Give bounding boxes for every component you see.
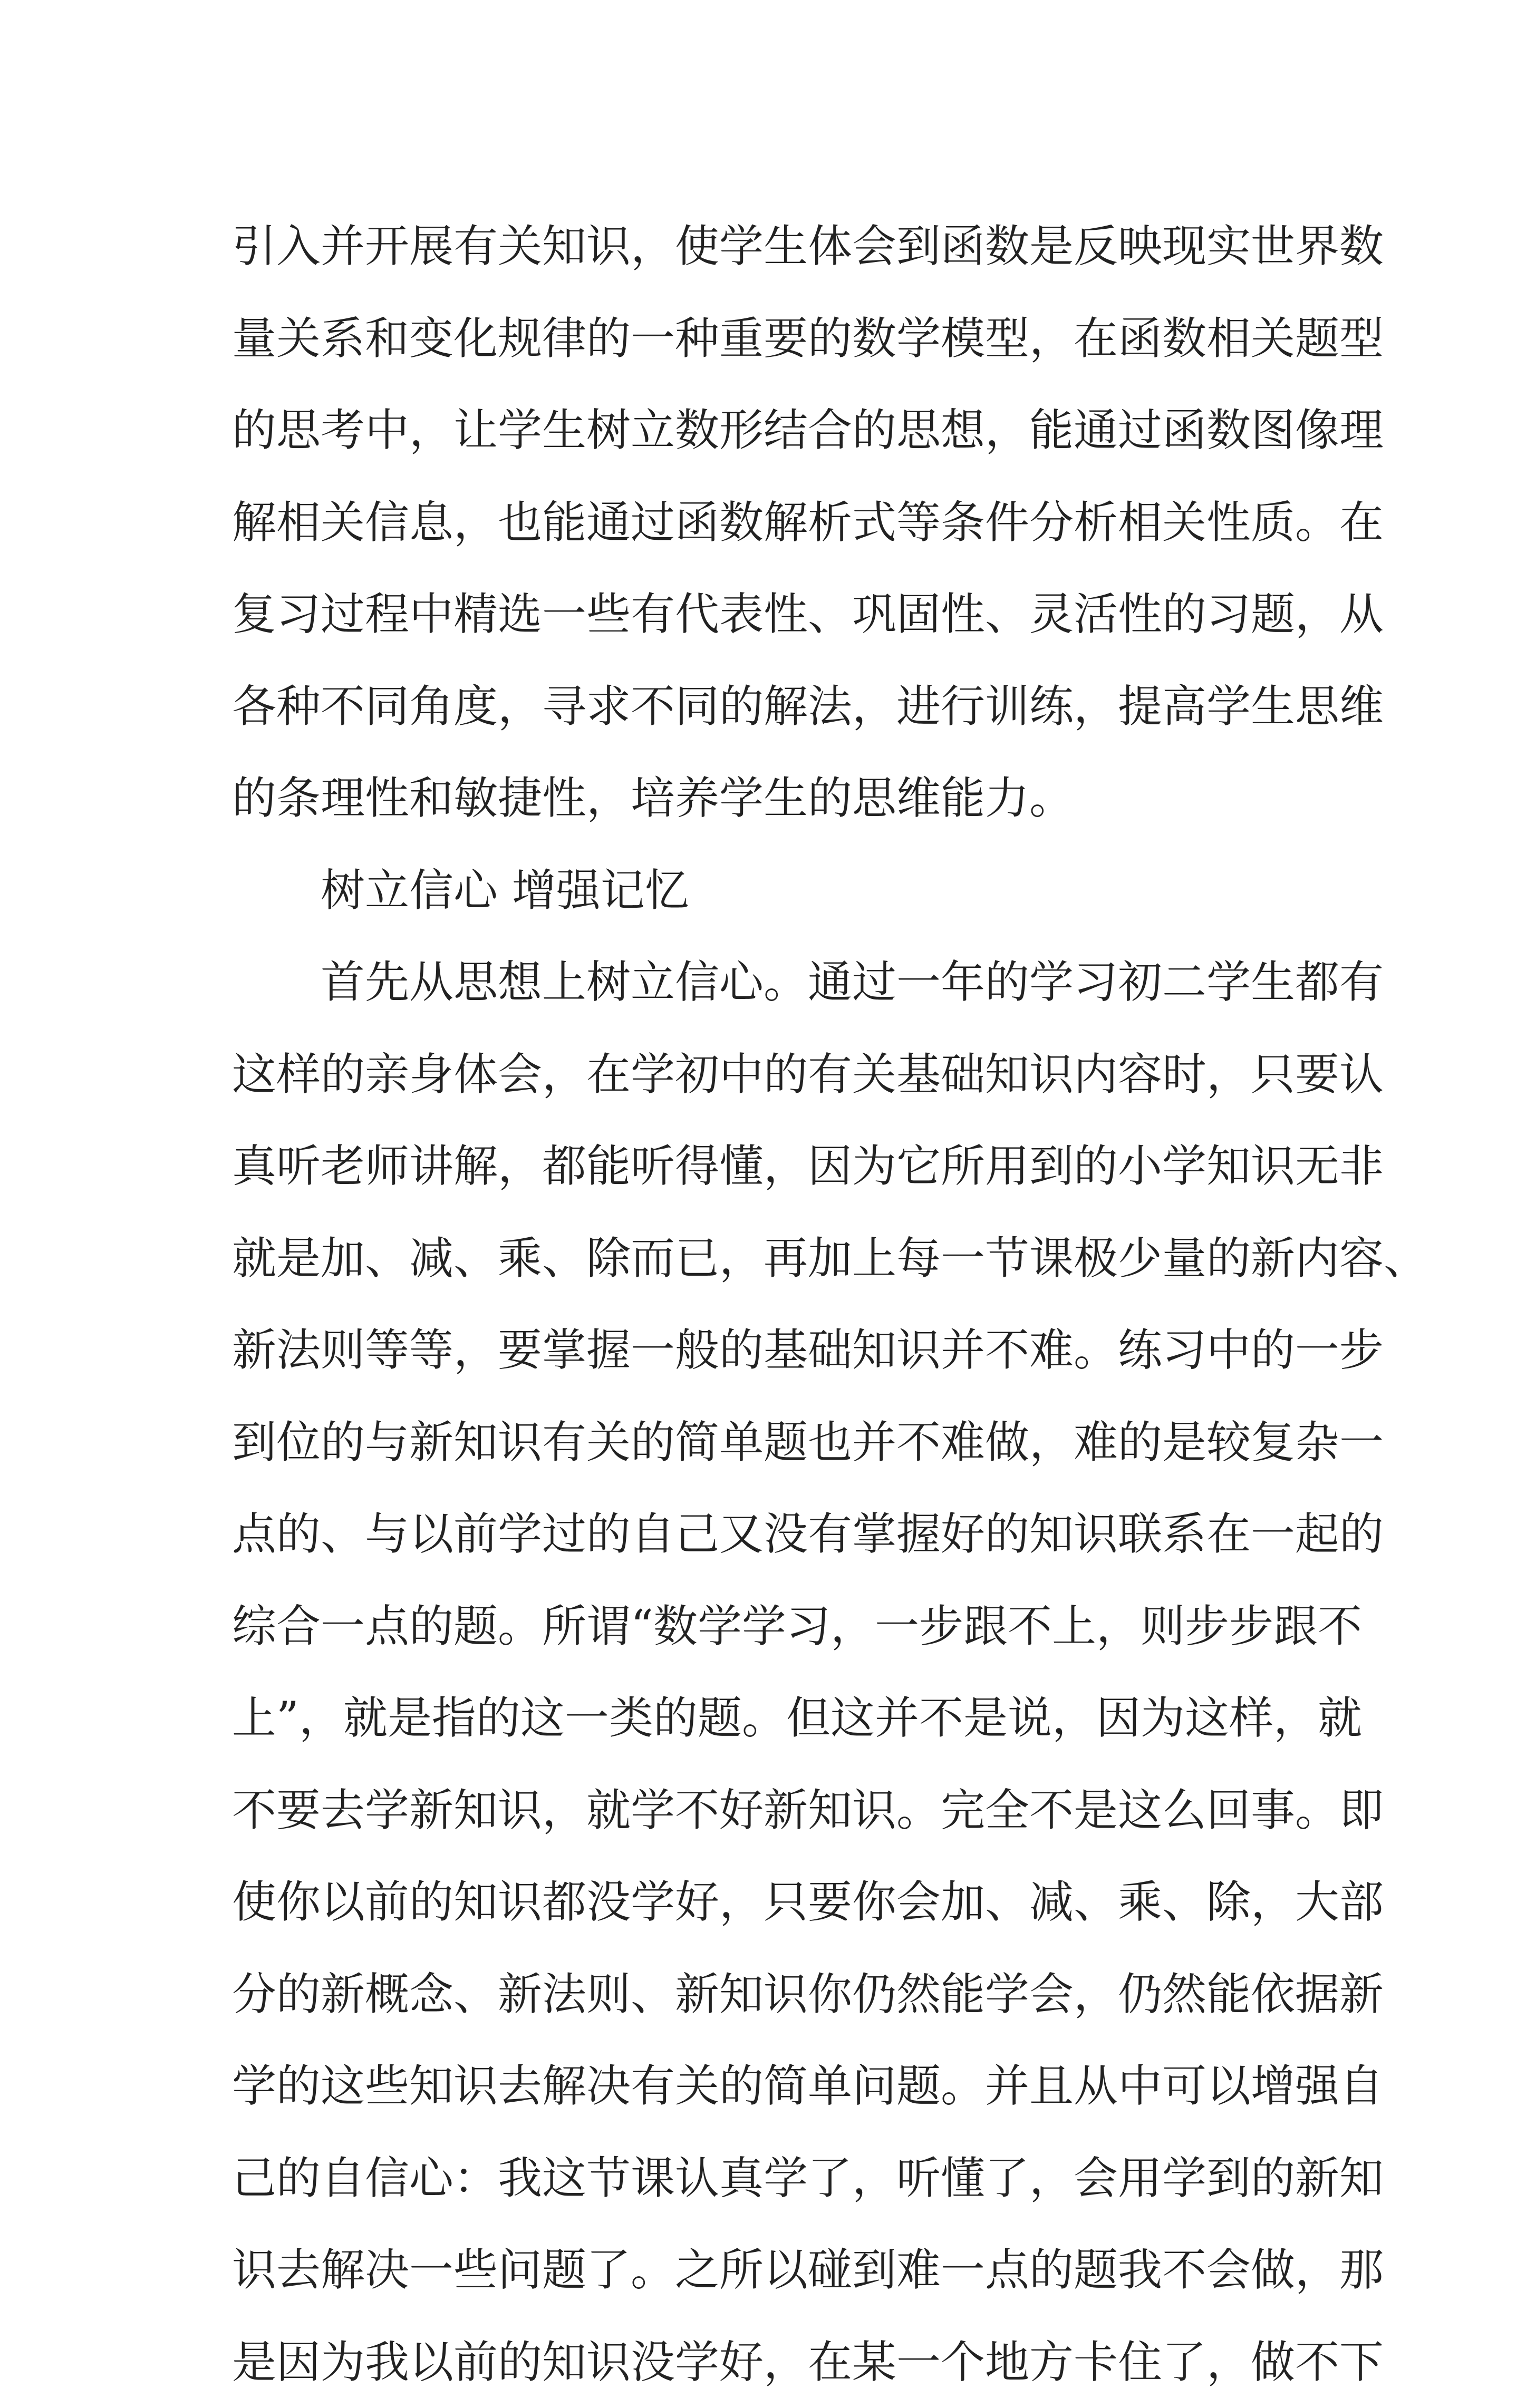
section-heading: 树立信心 增强记忆 bbox=[232, 844, 1302, 937]
paragraph-line: 上”，就是指的这一类的题。但这并不是说，因为这样，就 bbox=[232, 1672, 1302, 1764]
paragraph-line: 新法则等等，要掌握一般的基础知识并不难。练习中的一步 bbox=[232, 1304, 1302, 1396]
paragraph-line: 引入并开展有关知识，使学生体会到函数是反映现实世界数 bbox=[232, 200, 1302, 293]
body-text bbox=[232, 200, 1302, 2408]
paragraph-line: 的条理性和敏捷性，培养学生的思维能力。 bbox=[232, 752, 1302, 844]
paragraph-line: 量关系和变化规律的一种重要的数学模型，在函数相关题型 bbox=[232, 293, 1302, 385]
paragraph-line: 这样的亲身体会，在学初中的有关基础知识内容时，只要认 bbox=[232, 1028, 1302, 1121]
paragraph-line: 己的自信心：我这节课认真学了，听懂了，会用学到的新知 bbox=[232, 2132, 1302, 2225]
paragraph-line: 识去解决一些问题了。之所以碰到难一点的题我不会做，那 bbox=[232, 2224, 1302, 2316]
paragraph-line: 不要去学新知识，就学不好新知识。完全不是这么回事。即 bbox=[232, 1764, 1302, 1857]
paragraph-line: 点的、与以前学过的自己又没有掌握好的知识联系在一起的 bbox=[232, 1488, 1302, 1580]
paragraph-line: 解相关信息，也能通过函数解析式等条件分析相关性质。在 bbox=[232, 477, 1302, 569]
paragraph-line: 分的新概念、新法则、新知识你仍然能学会，仍然能依据新 bbox=[232, 1948, 1302, 2041]
paragraph-line: 复习过程中精选一些有代表性、巩固性、灵活性的习题，从 bbox=[232, 568, 1302, 661]
paragraph-line: 到位的与新知识有关的简单题也并不难做，难的是较复杂一 bbox=[232, 1396, 1302, 1489]
paragraph-line: 各种不同角度，寻求不同的解法，进行训练，提高学生思维 bbox=[232, 661, 1302, 753]
paragraph-line: 就是加、减、乘、除而已，再加上每一节课极少量的新内容、 bbox=[232, 1212, 1302, 1305]
paragraph-line: 综合一点的题。所谓“数学学习，一步跟不上，则步步跟不 bbox=[232, 1580, 1302, 1673]
paragraph-line: 的思考中，让学生树立数形结合的思想，能通过函数图像理 bbox=[232, 384, 1302, 477]
paragraph-line: 学的这些知识去解决有关的简单问题。并且从中可以增强自 bbox=[232, 2040, 1302, 2132]
paragraph-line: 使你以前的知识都没学好，只要你会加、减、乘、除，大部 bbox=[232, 1856, 1302, 1948]
paragraph-line: 首先从思想上树立信心。通过一年的学习初二学生都有 bbox=[232, 936, 1302, 1028]
paragraph-line: 真听老师讲解，都能听得懂，因为它所用到的小学知识无非 bbox=[232, 1120, 1302, 1212]
paragraph-line: 是因为我以前的知识没学好，在某一个地方卡住了，做不下 bbox=[232, 2316, 1302, 2408]
